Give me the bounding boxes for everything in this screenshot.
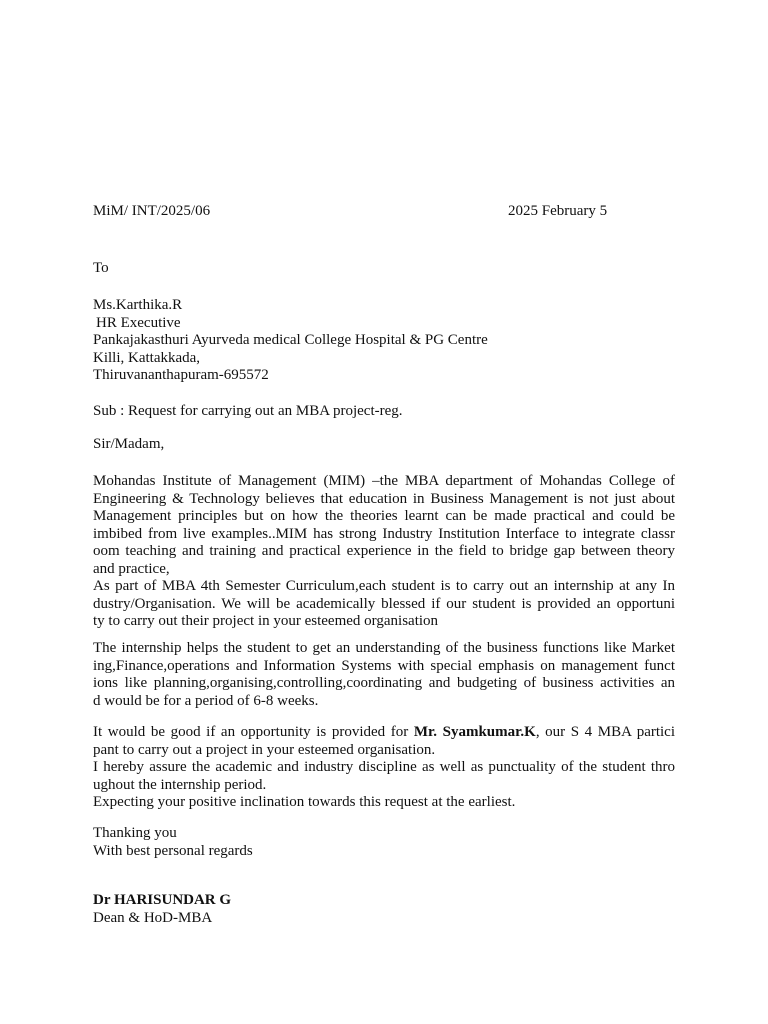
paragraph-line: d would be for a period of 6-8 weeks.: [93, 692, 319, 709]
paragraph-line: Engineering & Technology believes that education in Business Management is not just about: [93, 490, 675, 507]
paragraph-line: and practice,: [93, 560, 170, 577]
letter-page: [93, 0, 675, 1024]
paragraph-line: ty to carry out their project in your esteemed organisation: [93, 613, 439, 629]
closing-regards: With best personal regards: [93, 842, 253, 859]
paragraph-line: I hereby assure the academic and industry discipline as well as punctuality of the student thro: [93, 759, 675, 775]
paragraph-line: As part of MBA 4th Semester Curriculum,each student is to carry out an internship at any In: [93, 578, 675, 594]
reference-row: [93, 202, 675, 220]
paragraph-line: ughout the internship period.: [93, 776, 267, 793]
recipient-address: [93, 297, 675, 385]
paragraph-line: oom teaching and training and practical experience in the field to bridge gap between theory: [93, 543, 675, 559]
to-label: To: [93, 260, 109, 276]
subject-line: Sub : Request for carrying out an MBA project-reg.: [93, 403, 403, 419]
student-name: Mr. Syamkumar.K: [413, 724, 536, 740]
reference-number: MiM/ INT/2025/06: [93, 203, 211, 219]
paragraph-line: dustry/Organisation. We will be academically blessed if our student is provided an opportuni: [93, 595, 675, 612]
paragraph-line: Management principles but on how the theories learnt can be made practical and could be: [93, 508, 675, 524]
letter-date: 2025 February 5: [508, 203, 608, 219]
paragraph-request: [93, 724, 675, 812]
paragraph-line: pant to carry out a project in your esteemed organisation.: [93, 741, 436, 758]
paragraph-line: Mohandas Institute of Management (MIM) –the MBA department of Mohandas College of: [93, 473, 675, 489]
recipient-org: Pankajakasthuri Ayurveda medical College Hospital & PG Centre: [93, 332, 488, 348]
paragraph-line: It would be good if an opportunity is provided for Mr. Syamkumar.K, our S 4 MBA partici: [93, 724, 676, 740]
signatory-title: Dean & HoD-MBA: [93, 909, 213, 926]
closing: [93, 825, 675, 860]
recipient-city: Thiruvananthapuram-695572: [93, 367, 269, 383]
recipient-title: HR Executive: [96, 314, 181, 331]
closing-thanks: Thanking you: [93, 825, 177, 841]
paragraph-line: The internship helps the student to get an understanding of the business functions like Market: [93, 640, 675, 656]
paragraph-line: ing,Finance,operations and Information Systems with special emphasis on management funct: [93, 657, 675, 674]
recipient-place: Killi, Kattakkada,: [93, 349, 201, 366]
signatory-name: Dr HARISUNDAR G: [93, 892, 232, 908]
paragraph-line: imbibed from live examples..MIM has strong Industry Institution Interface to integrate classr: [93, 525, 675, 542]
signature-block: [93, 892, 675, 927]
paragraph-internship: [93, 640, 675, 710]
paragraph-line: ions like planning,organising,controlling,coordinating and budgeting of business activities an: [93, 675, 675, 691]
paragraph-intro: [93, 473, 675, 631]
paragraph-line: Expecting your positive inclination towards this request at the earliest.: [93, 794, 516, 810]
salutation: Sir/Madam,: [93, 436, 165, 452]
recipient-name: Ms.Karthika.R: [93, 297, 183, 313]
